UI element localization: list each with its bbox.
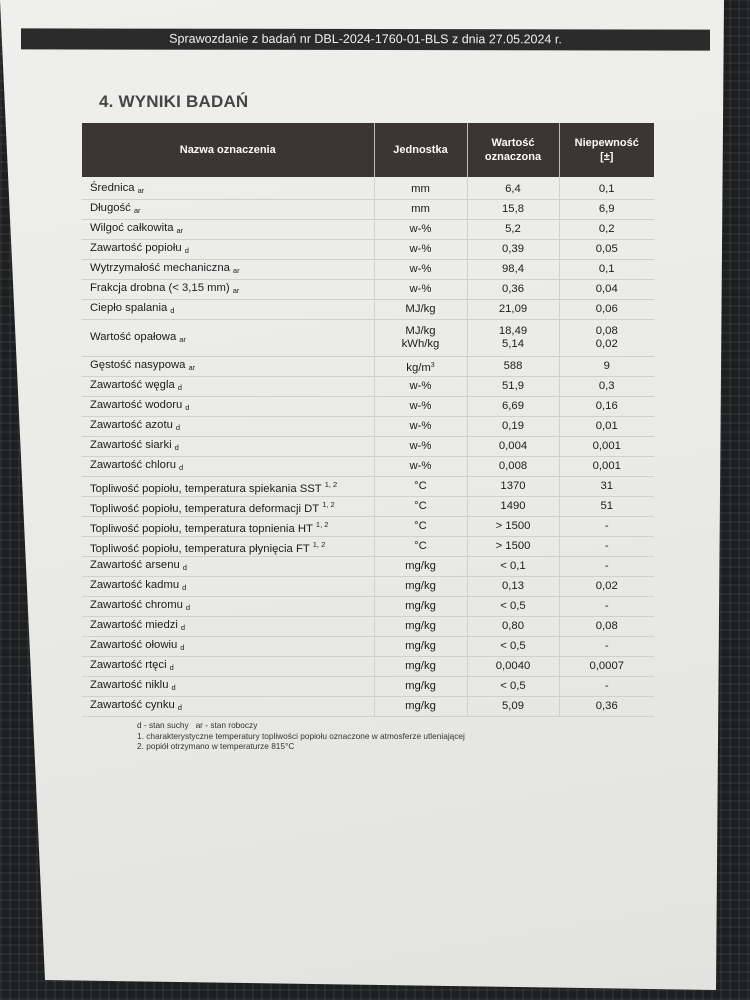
state-qualifier: d (177, 703, 182, 712)
parameter-name: Zawartość kadmu (90, 579, 180, 591)
cell-unit (374, 220, 467, 240)
column-header-uncertainty-line1: Niepewność (574, 137, 639, 149)
measured-value: 1370 (500, 480, 526, 492)
unit-value: mg/kg (405, 680, 436, 692)
cell-name (82, 177, 374, 200)
cell-name (82, 457, 374, 477)
cell-unit (374, 557, 467, 577)
footnotes (137, 720, 465, 752)
uncertainty-value: 51 (600, 500, 614, 512)
state-qualifier: d (180, 643, 185, 652)
measured-value: 15,8 (502, 203, 524, 215)
uncertainty-value: 0,08 (595, 620, 618, 632)
cell-unit (374, 457, 467, 477)
table-row (82, 697, 654, 717)
measured-value-secondary: 5,14 (502, 338, 524, 350)
cell-uncertainty (559, 597, 654, 617)
cell-name (82, 637, 374, 657)
measured-value: < 0,5 (500, 600, 526, 612)
cell-value (467, 280, 559, 300)
cell-unit (374, 497, 467, 517)
table-row (82, 477, 654, 497)
cell-unit (374, 260, 467, 280)
state-qualifier: d (174, 443, 179, 452)
unit-value: MJ/kg (405, 325, 436, 337)
cell-value (467, 517, 559, 537)
measured-value: 6,69 (502, 400, 524, 412)
measured-value: < 0,5 (500, 680, 526, 692)
state-qualifier: d (180, 623, 186, 632)
measured-value: 588 (503, 360, 523, 372)
uncertainty-value: 0,05 (595, 243, 618, 255)
cell-uncertainty (559, 677, 654, 697)
measured-value: 21,09 (498, 303, 528, 315)
results-table (82, 123, 654, 717)
cell-value (467, 677, 559, 697)
cell-unit (374, 657, 467, 677)
table-row (82, 557, 654, 577)
cell-value (467, 637, 559, 657)
cell-uncertainty (559, 657, 654, 677)
measured-value: 0,19 (502, 420, 524, 432)
cell-unit (374, 637, 467, 657)
table-row (82, 357, 654, 377)
column-header-uncertainty-line2: [±] (600, 151, 614, 163)
cell-unit (374, 537, 467, 557)
state-qualifier: ar (232, 286, 240, 295)
column-header-name: Nazwa oznaczenia (82, 123, 374, 177)
state-qualifier: d (182, 583, 187, 592)
cell-unit (374, 300, 467, 320)
cell-uncertainty (559, 280, 654, 300)
cell-value (467, 377, 559, 397)
measured-value: 1490 (500, 500, 526, 512)
section-title: 4. WYNIKI BADAŃ (99, 92, 249, 111)
cell-uncertainty (559, 397, 654, 417)
cell-name (82, 517, 374, 537)
footnote-reference: 1, 2 (312, 539, 326, 549)
parameter-name: Zawartość niklu (90, 679, 169, 691)
unit-exponent: 3 (430, 361, 435, 369)
uncertainty-value: 9 (603, 360, 610, 372)
unit-value: w-% (409, 283, 432, 295)
measured-value: 0,008 (498, 460, 528, 472)
state-qualifier: ar (188, 363, 196, 372)
cell-value (467, 437, 559, 457)
cell-value (467, 320, 559, 357)
cell-uncertainty (559, 437, 654, 457)
cell-value (467, 357, 559, 377)
cell-value (467, 477, 559, 497)
cell-name (82, 697, 374, 717)
cell-unit (374, 280, 467, 300)
column-header-value-line1: Wartość (491, 137, 535, 149)
cell-name (82, 477, 374, 497)
unit-value: mg/kg (405, 600, 436, 612)
parameter-name: Zawartość wodoru (90, 399, 183, 411)
table-row (82, 240, 654, 260)
cell-value (467, 497, 559, 517)
unit-value: MJ/kg (405, 303, 436, 315)
cell-unit (374, 437, 467, 457)
uncertainty-value: - (604, 600, 609, 612)
state-qualifier: ar (179, 334, 186, 344)
cell-name (82, 300, 374, 320)
uncertainty-value: 31 (600, 480, 614, 492)
table-row (82, 177, 654, 200)
state-qualifier: ar (232, 266, 240, 275)
cell-unit (374, 477, 467, 497)
unit-value: mg/kg (405, 620, 436, 632)
cell-uncertainty (559, 177, 654, 200)
state-qualifier: ar (133, 206, 141, 215)
cell-uncertainty (559, 617, 654, 637)
cell-uncertainty (559, 377, 654, 397)
unit-value: mg/kg (405, 700, 436, 712)
cell-name (82, 220, 374, 240)
cell-unit (374, 240, 467, 260)
cell-value (467, 577, 559, 597)
table-row (82, 200, 654, 220)
state-qualifier: d (170, 306, 175, 315)
uncertainty-value: - (604, 560, 609, 572)
unit-value: °C (414, 500, 427, 512)
state-qualifier: d (185, 403, 190, 412)
cell-value (467, 397, 559, 417)
state-qualifier: d (185, 603, 191, 612)
parameter-name: Zawartość popiołu (90, 242, 182, 254)
table-row (82, 300, 654, 320)
cell-name (82, 537, 374, 557)
column-header-unit: Jednostka (374, 123, 467, 177)
uncertainty-value: 0,0007 (589, 660, 625, 672)
unit-value: mg/kg (405, 640, 436, 652)
unit-value-secondary: kWh/kg (401, 338, 440, 350)
cell-unit (374, 377, 467, 397)
cell-unit (374, 397, 467, 417)
uncertainty-value: 0,001 (592, 460, 621, 472)
table-row (82, 417, 654, 437)
parameter-name: Zawartość siarki (90, 439, 172, 451)
cell-name (82, 617, 374, 637)
state-qualifier: d (171, 683, 176, 692)
unit-value: w-% (409, 440, 432, 452)
cell-name (82, 357, 374, 377)
unit-value: mm (411, 183, 430, 195)
parameter-name: Topliwość popiołu, temperatura spiekania SST (90, 482, 322, 495)
cell-name (82, 377, 374, 397)
footnote-reference: 1, 2 (315, 519, 329, 529)
cell-value (467, 200, 559, 220)
cell-unit (374, 617, 467, 637)
measured-value: 18,49 (498, 325, 528, 337)
column-header-value (467, 123, 559, 177)
measured-value: 0,004 (498, 440, 528, 452)
cell-uncertainty (559, 357, 654, 377)
table-row (82, 260, 654, 280)
cell-uncertainty (559, 220, 654, 240)
table-row (82, 537, 654, 557)
cell-unit (374, 677, 467, 697)
table-row (82, 220, 654, 240)
cell-name (82, 657, 374, 677)
unit-value: w-% (409, 263, 432, 275)
measured-value: > 1500 (495, 540, 531, 552)
parameter-name: Ciepło spalania (90, 302, 168, 314)
state-qualifier: d (177, 383, 182, 392)
uncertainty-value: - (604, 540, 609, 552)
unit-value: °C (414, 520, 427, 532)
cell-uncertainty (559, 637, 654, 657)
column-header-uncertainty (559, 123, 654, 177)
uncertainty-value: 0,04 (595, 283, 618, 295)
parameter-name: Wilgoć całkowita (90, 222, 174, 234)
uncertainty-value: 0,36 (595, 700, 618, 712)
measured-value: 0,39 (502, 243, 524, 255)
uncertainty-value-secondary: 0,02 (595, 338, 618, 350)
cell-value (467, 240, 559, 260)
cell-name (82, 240, 374, 260)
cell-uncertainty (559, 537, 654, 557)
uncertainty-value: 0,001 (592, 440, 621, 452)
state-qualifier: d (169, 663, 174, 672)
measured-value: 0,13 (502, 580, 524, 592)
state-qualifier: ar (137, 186, 145, 195)
cell-value (467, 537, 559, 557)
measured-value: 51,9 (502, 380, 524, 392)
cell-uncertainty (559, 417, 654, 437)
parameter-name: Zawartość miedzi (90, 619, 178, 631)
uncertainty-value: 0,3 (598, 380, 615, 392)
cell-value (467, 557, 559, 577)
parameter-name: Zawartość cynku (90, 699, 175, 711)
parameter-name: Zawartość ołowiu (90, 639, 178, 651)
uncertainty-value: 0,16 (595, 400, 618, 412)
cell-unit (374, 320, 467, 357)
parameter-name: Zawartość rtęci (90, 659, 167, 671)
cell-value (467, 657, 559, 677)
measured-value: 5,2 (505, 223, 521, 235)
uncertainty-value: 0,08 (595, 325, 618, 337)
parameter-name: Zawartość węgla (90, 379, 175, 391)
uncertainty-value: 0,1 (598, 183, 615, 195)
measured-value: 5,09 (502, 700, 524, 712)
unit-value: kg/m (406, 361, 431, 374)
cell-name (82, 417, 374, 437)
cell-name (82, 577, 374, 597)
uncertainty-value: 0,2 (598, 223, 615, 235)
uncertainty-value: - (604, 640, 609, 652)
unit-value: mg/kg (405, 660, 436, 672)
cell-name (82, 397, 374, 417)
parameter-name: Topliwość popiołu, temperatura topnienia HT (90, 522, 313, 535)
parameter-name: Długość (90, 202, 131, 214)
unit-value: °C (414, 540, 427, 552)
cell-unit (374, 697, 467, 717)
column-header-value-line2: oznaczona (484, 151, 542, 163)
cell-unit (374, 577, 467, 597)
unit-value: w-% (409, 420, 432, 432)
table-row (82, 677, 654, 697)
cell-uncertainty (559, 240, 654, 260)
parameter-name: Wartość opałowa (90, 330, 177, 343)
cell-uncertainty (559, 300, 654, 320)
cell-name (82, 597, 374, 617)
state-qualifier: d (179, 463, 184, 472)
unit-value: w-% (409, 223, 432, 235)
uncertainty-value: 0,02 (595, 580, 618, 592)
cell-unit (374, 200, 467, 220)
cell-name (82, 677, 374, 697)
state-qualifier: d (175, 423, 181, 432)
parameter-name: Zawartość chromu (90, 599, 183, 611)
measured-value: 0,80 (502, 620, 524, 632)
cell-unit (374, 417, 467, 437)
unit-value: w-% (409, 243, 432, 255)
report-header-banner (21, 28, 710, 50)
footnote-reference: 1, 2 (322, 499, 335, 509)
cell-uncertainty (559, 320, 654, 357)
parameter-name: Zawartość chloru (90, 459, 177, 471)
cell-uncertainty (559, 497, 654, 517)
table-row (82, 517, 654, 537)
measured-value: 98,4 (502, 263, 524, 275)
table-row (82, 437, 654, 457)
footnote-reference: 1, 2 (324, 479, 338, 489)
uncertainty-value: - (604, 680, 609, 692)
parameter-name: Topliwość popiołu, temperatura deformacji DT (90, 502, 320, 515)
cell-name (82, 437, 374, 457)
measured-value: < 0,5 (500, 640, 526, 652)
cell-value (467, 220, 559, 240)
uncertainty-value: 6,9 (598, 203, 615, 215)
measured-value: 6,4 (505, 183, 521, 195)
cell-value (467, 260, 559, 280)
results-table-body (82, 177, 654, 717)
cell-name (82, 557, 374, 577)
uncertainty-value: 0,06 (595, 303, 618, 315)
measured-value: 0,0040 (495, 660, 531, 672)
table-row (82, 657, 654, 677)
uncertainty-value: - (604, 520, 609, 532)
cell-value (467, 417, 559, 437)
unit-value: w-% (409, 400, 432, 412)
state-qualifier: d (184, 246, 189, 255)
cell-value (467, 617, 559, 637)
parameter-name: Zawartość azotu (90, 419, 173, 431)
table-row (82, 597, 654, 617)
table-row (82, 397, 654, 417)
table-row (82, 497, 654, 517)
cell-uncertainty (559, 200, 654, 220)
footnote-legend: d - stan suchy ar - stan roboczy (137, 720, 258, 730)
cell-value (467, 300, 559, 320)
cell-name (82, 280, 374, 300)
table-row (82, 457, 654, 477)
cell-value (467, 697, 559, 717)
parameter-name: Frakcja drobna (< 3,15 mm) (90, 282, 230, 294)
cell-uncertainty (559, 457, 654, 477)
cell-uncertainty (559, 260, 654, 280)
table-row (82, 577, 654, 597)
table-row (82, 617, 654, 637)
table-row (82, 637, 654, 657)
footnote-1: 1. charakterystyczne temperatury topliwości popiołu oznaczone w atmosferze utleniającej (137, 730, 465, 741)
cell-unit (374, 597, 467, 617)
cell-uncertainty (559, 477, 654, 497)
measured-value: < 0,1 (500, 560, 526, 572)
cell-uncertainty (559, 517, 654, 537)
unit-value: °C (414, 480, 427, 492)
cell-uncertainty (559, 577, 654, 597)
unit-value: w-% (409, 460, 432, 472)
cell-unit (374, 357, 467, 377)
unit-value: w-% (409, 380, 432, 392)
table-row (82, 280, 654, 300)
cell-name (82, 200, 374, 220)
table-header-row (82, 123, 654, 177)
parameter-name: Średnica (90, 182, 135, 194)
footnote-2: 2. popiół otrzymano w temperaturze 815°C (137, 741, 295, 751)
cell-value (467, 457, 559, 477)
parameter-name: Gęstość nasypowa (90, 359, 186, 371)
state-qualifier: d (182, 563, 187, 572)
uncertainty-value: 0,01 (595, 420, 618, 432)
cell-name (82, 497, 374, 517)
cell-uncertainty (559, 697, 654, 717)
measured-value: 0,36 (502, 283, 524, 295)
report-title: Sprawozdanie z badań nr DBL-2024-1760-01-BLS z dnia 27.05.2024 r. (169, 31, 562, 47)
unit-value: mm (411, 203, 430, 215)
unit-value: mg/kg (405, 580, 436, 592)
table-row (82, 320, 654, 357)
parameter-name: Zawartość arsenu (90, 559, 180, 571)
unit-value: mg/kg (405, 560, 436, 572)
cell-unit (374, 177, 467, 200)
cell-name (82, 260, 374, 280)
cell-name (82, 320, 374, 357)
uncertainty-value: 0,1 (598, 263, 615, 275)
parameter-name: Topliwość popiołu, temperatura płynięcia FT (90, 542, 310, 555)
cell-value (467, 597, 559, 617)
cell-uncertainty (559, 557, 654, 577)
table-row (82, 377, 654, 397)
measured-value: > 1500 (495, 520, 531, 532)
cell-value (467, 177, 559, 200)
state-qualifier: ar (176, 226, 184, 235)
cell-unit (374, 517, 467, 537)
parameter-name: Wytrzymałość mechaniczna (90, 262, 230, 274)
